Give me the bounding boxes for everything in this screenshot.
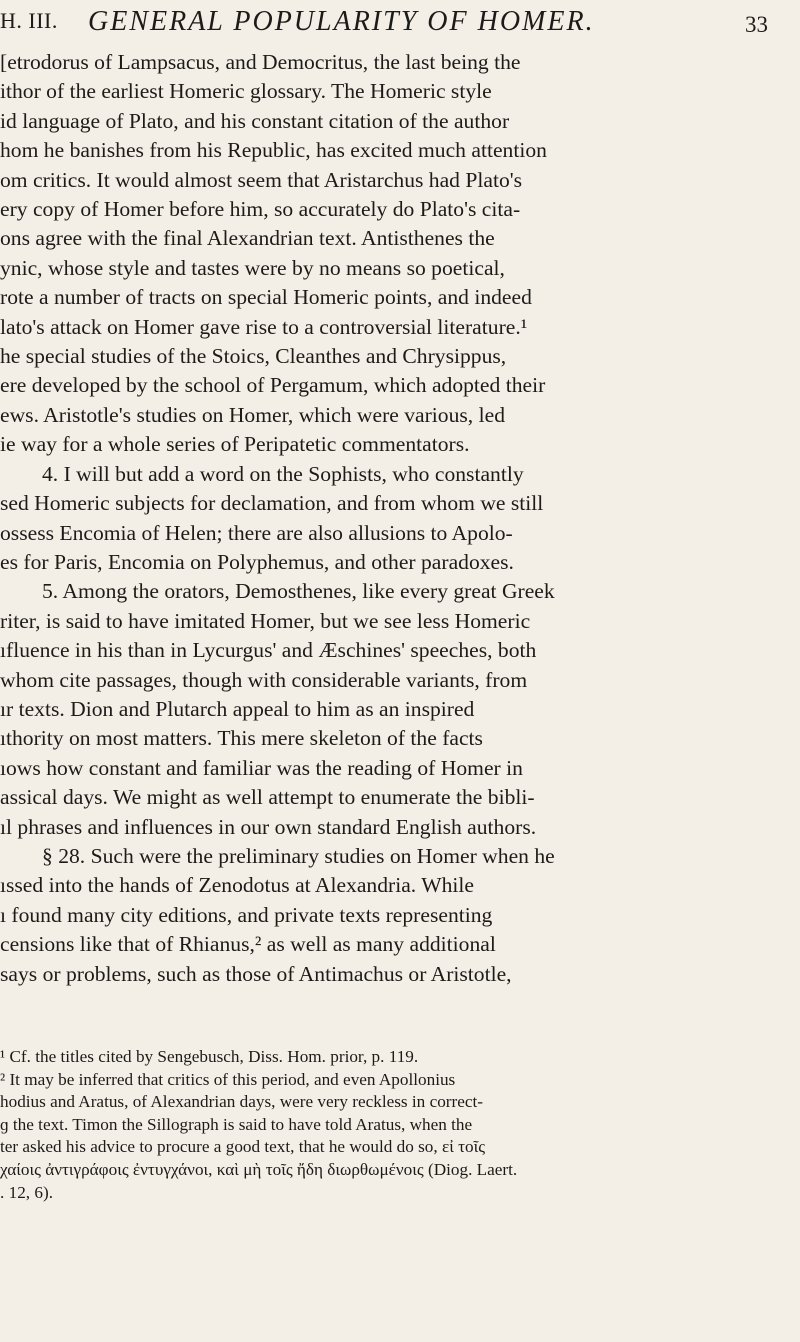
text-line: says or problems, such as those of Antimachus or Aristotle, bbox=[0, 961, 512, 986]
running-title: GENERAL POPULARITY OF HOMER. bbox=[88, 6, 595, 37]
text-line: ıssed into the hands of Zenodotus at Alexandria. While bbox=[0, 873, 474, 898]
text-line: ons agree with the final Alexandrian text. Antisthenes the bbox=[0, 226, 495, 251]
text-line: ıfluence in his than in Lycurgus' and Æschines' speeches, both bbox=[0, 638, 537, 663]
text-line: ır texts. Dion and Plutarch appeal to him as an inspired bbox=[0, 696, 475, 721]
text-line: ews. Aristotle's studies on Homer, which were various, led bbox=[0, 402, 505, 427]
main-text bbox=[0, 48, 790, 989]
text-line: rote a number of tracts on special Homeric points, and indeed bbox=[0, 285, 532, 310]
footnotes bbox=[0, 1046, 790, 1204]
footnote-line: ter asked his advice to procure a good text, that he would do so, εἰ τοῖς bbox=[0, 1137, 486, 1157]
page-number: 33 bbox=[745, 12, 768, 37]
text-line: id language of Plato, and his constant citation of the author bbox=[0, 108, 510, 133]
text-line: ı found many city editions, and private texts representing bbox=[0, 902, 493, 927]
text-line: om critics. It would almost seem that Aristarchus had Plato's bbox=[0, 167, 523, 192]
running-header bbox=[0, 6, 800, 42]
footnote-line: . 12, 6). bbox=[0, 1182, 53, 1202]
text-line: sed Homeric subjects for declamation, and from whom we still bbox=[0, 491, 544, 516]
text-line: ıthority on most matters. This mere skeleton of the facts bbox=[0, 726, 483, 751]
text-line: ery copy of Homer before him, so accurately do Plato's cita- bbox=[0, 197, 521, 222]
section-28-start: § 28. Such were the preliminary studies on Homer when he bbox=[42, 843, 555, 868]
text-line: assical days. We might as well attempt to enumerate the bibli- bbox=[0, 785, 535, 810]
text-line: censions like that of Rhianus,² as well as many additional bbox=[0, 932, 496, 957]
text-line: ıl phrases and influences in our own standard English authors. bbox=[0, 814, 537, 839]
text-line: ithor of the earliest Homeric glossary. The Homeric style bbox=[0, 79, 492, 104]
text-line: whom cite passages, though with considerable variants, from bbox=[0, 667, 528, 692]
text-line: hom he banishes from his Republic, has excited much attention bbox=[0, 138, 547, 163]
text-line: riter, is said to have imitated Homer, but we see less Homeric bbox=[0, 608, 531, 633]
footnote-line: hodius and Aratus, of Alexandrian days, were very reckless in correct- bbox=[0, 1092, 483, 1112]
text-line: ie way for a whole series of Peripatetic commentators. bbox=[0, 432, 470, 457]
text-line: ıows how constant and familiar was the reading of Homer in bbox=[0, 755, 523, 780]
section-5-start: 5. Among the orators, Demosthenes, like every great Greek bbox=[42, 579, 555, 604]
footnote-1: ¹ Cf. the titles cited by Sengebusch, Diss. Hom. prior, p. 119. bbox=[0, 1047, 419, 1066]
text-line: ere developed by the school of Pergamum, which adopted their bbox=[0, 373, 546, 398]
text-line: [etrodorus of Lampsacus, and Democritus, the last being the bbox=[0, 50, 521, 74]
footnote-2: ² It may be inferred that critics of this period, and even Apollonius bbox=[0, 1069, 456, 1089]
footnote-line: χαίοις ἀντιγράφοις ἐντυγχάνοι, καὶ μὴ τοῖς ἤδη διωρθωμένοις (Diog. Laert. bbox=[0, 1159, 518, 1179]
text-line: he special studies of the Stoics, Cleanthes and Chrysippus, bbox=[0, 344, 507, 369]
chapter-label: H. III. bbox=[0, 8, 58, 33]
text-line: ynic, whose style and tastes were by no means so poetical, bbox=[0, 255, 505, 280]
text-line: ossess Encomia of Helen; there are also allusions to Apolo- bbox=[0, 520, 513, 545]
footnote-line: ɡ the text. Timon the Sillograph is said to have told Aratus, when the bbox=[0, 1114, 473, 1134]
section-4-start: 4. I will but add a word on the Sophists, who constantly bbox=[42, 461, 524, 486]
text-line: es for Paris, Encomia on Polyphemus, and other paradoxes. bbox=[0, 549, 514, 574]
text-line: lato's attack on Homer gave rise to a controversial literature.¹ bbox=[0, 314, 528, 339]
